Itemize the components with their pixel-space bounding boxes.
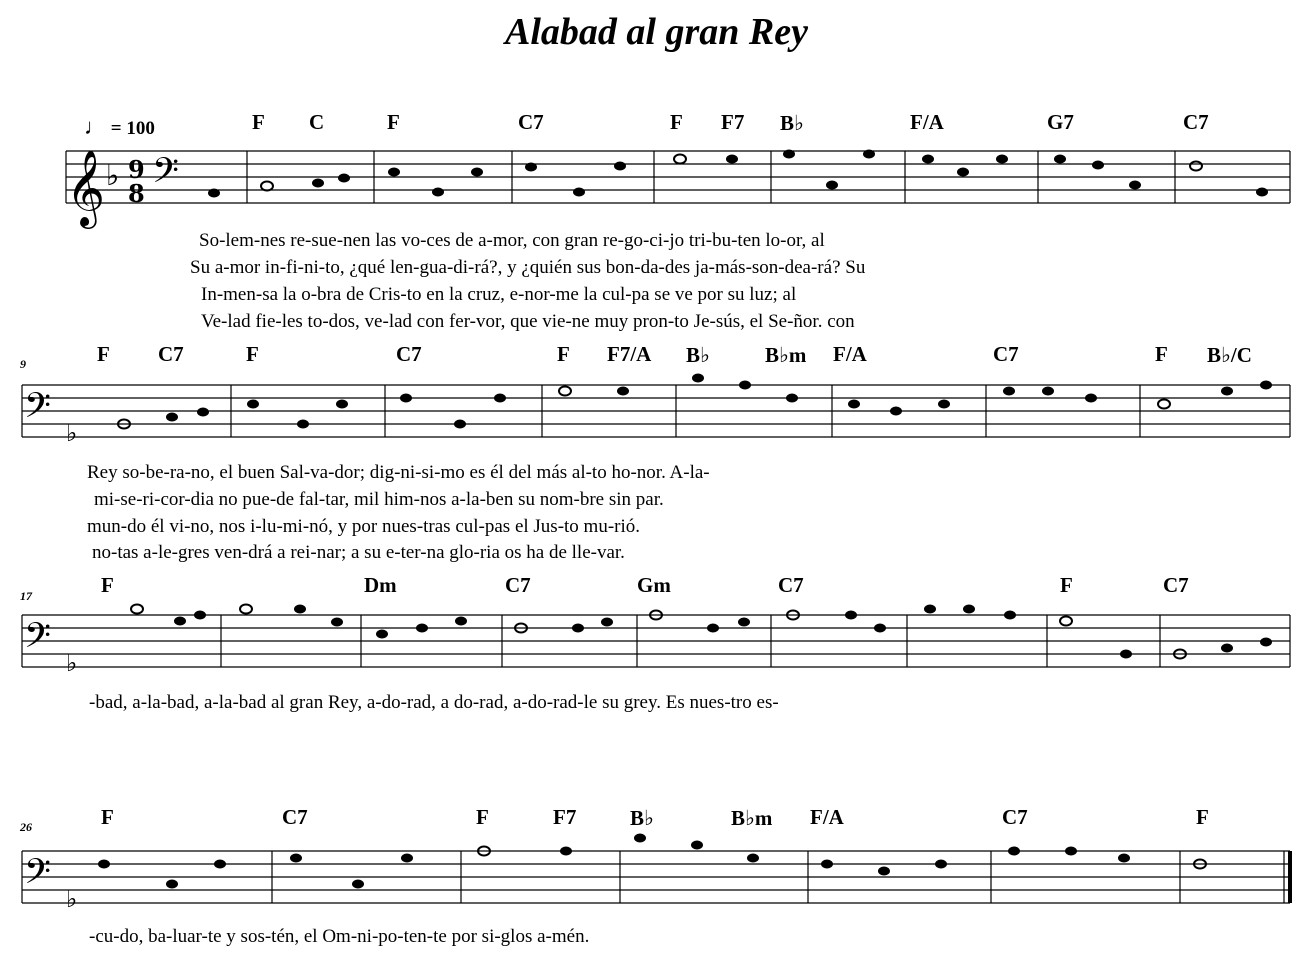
bass-clef-icon: 𝄢 <box>152 150 180 199</box>
flat-icon: ♭ <box>66 885 78 913</box>
bass-clef-icon: 𝄢 <box>24 851 52 900</box>
measure-number: 17 <box>20 589 32 603</box>
lyric-line: mi-se-ri-cor-dia no pue-de fal-tar, mil him-nos a-la-ben su nom-bre sin par. <box>94 489 664 510</box>
chord-symbol: F <box>101 573 114 597</box>
flat-icon: ♭ <box>66 419 78 447</box>
chord-symbol: F7 <box>553 805 577 829</box>
chord-symbol: C7 <box>1183 110 1209 134</box>
lyric-line: In-men-sa la o-bra de Cris-to en la cruz, e-nor-me la cul-pa se ve por su luz; al <box>201 284 797 305</box>
chord-symbol: F <box>670 110 683 134</box>
chord-symbol: B♭ <box>780 111 804 135</box>
chord-symbol: C7 <box>396 342 422 366</box>
bass-clef-icon: 𝄢 <box>24 385 52 434</box>
measure-number: 26 <box>20 820 32 834</box>
chord-symbol: F <box>1060 573 1073 597</box>
chord-symbol: B♭m <box>731 806 773 830</box>
chord-symbol: F7 <box>721 110 745 134</box>
chord-symbol: F <box>252 110 265 134</box>
flat-icon: ♭ <box>106 159 120 192</box>
lyric-line: -cu-do, ba-luar-te y sos-tén, el Om-ni-po-ten-te por si-glos a-mén. <box>89 926 590 947</box>
bass-clef-icon: 𝄢 <box>24 615 52 664</box>
chord-symbol: C7 <box>505 573 531 597</box>
chord-symbol: F <box>387 110 400 134</box>
chord-symbol: F/A <box>910 110 944 134</box>
chord-symbol: C7 <box>993 342 1019 366</box>
chord-symbol: F <box>1196 805 1209 829</box>
chord-symbol: F7/A <box>607 342 652 366</box>
lyric-line: no-tas a-le-gres ven-drá a rei-nar; a su e-ter-na glo-ria os ha de lle-var. <box>92 542 625 563</box>
score-title: Alabad al gran Rey <box>505 11 808 53</box>
chord-symbol: Gm <box>637 573 671 597</box>
lyric-line: Su a-mor in-fi-ni-to, ¿qué len-gua-di-rá?, y ¿quién sus bon-da-des ja-más-son-dea-rá? Su <box>190 257 866 278</box>
chord-symbol: F <box>246 342 259 366</box>
flat-icon: ♭ <box>66 649 78 677</box>
chord-symbol: C7 <box>778 573 804 597</box>
chord-symbol: C <box>309 110 325 134</box>
time-sig-bottom: 8 <box>128 179 145 208</box>
measure-number: 9 <box>20 357 26 371</box>
chord-symbol: F/A <box>833 342 867 366</box>
quarter-note-icon: ♩ <box>84 114 106 139</box>
chord-symbol: C7 <box>282 805 308 829</box>
chord-symbol: F/A <box>810 805 844 829</box>
chord-symbol: C7 <box>158 342 184 366</box>
chord-symbol: C7 <box>518 110 544 134</box>
chord-symbol: B♭ <box>630 806 654 830</box>
chord-symbol: F <box>1155 342 1168 366</box>
lyric-line: Ve-lad fie-les to-dos, ve-lad con fer-vor, que vie-ne muy pron-to Je-sús, el Se-ñor. con <box>201 311 855 332</box>
chord-symbol: Dm <box>364 573 397 597</box>
lyric-line: -bad, a-la-bad, a-la-bad al gran Rey, a-do-rad, a do-rad, a-do-rad-le su grey. Es nues-tro es- <box>89 692 779 713</box>
chord-symbol: F <box>97 342 110 366</box>
chord-symbol: F <box>557 342 570 366</box>
tempo-value: = 100 <box>110 118 155 139</box>
time-sig-top: 9 <box>128 155 145 184</box>
chord-symbol: C7 <box>1002 805 1028 829</box>
lyric-line: Rey so-be-ra-no, el buen Sal-va-dor; dig-ni-si-mo es él del más al-to ho-nor. A-la- <box>87 462 710 483</box>
chord-symbol: B♭ <box>686 343 710 367</box>
treble-clef-icon: 𝄞 <box>66 149 106 226</box>
chord-symbol: B♭/C <box>1207 343 1252 367</box>
chord-symbol: F <box>101 805 114 829</box>
lyric-line: mun-do él vi-no, nos i-lu-mi-nó, y por nues-tras cul-pas el Jus-to mu-rió. <box>87 516 641 537</box>
chord-symbol: B♭m <box>765 343 807 367</box>
chord-symbol: C7 <box>1163 573 1189 597</box>
lyric-line: So-lem-nes re-sue-nen las vo-ces de a-mor, con gran re-go-ci-jo tri-bu-ten lo-or, al <box>199 230 825 251</box>
chord-symbol: G7 <box>1047 110 1074 134</box>
chord-symbol: F <box>476 805 489 829</box>
